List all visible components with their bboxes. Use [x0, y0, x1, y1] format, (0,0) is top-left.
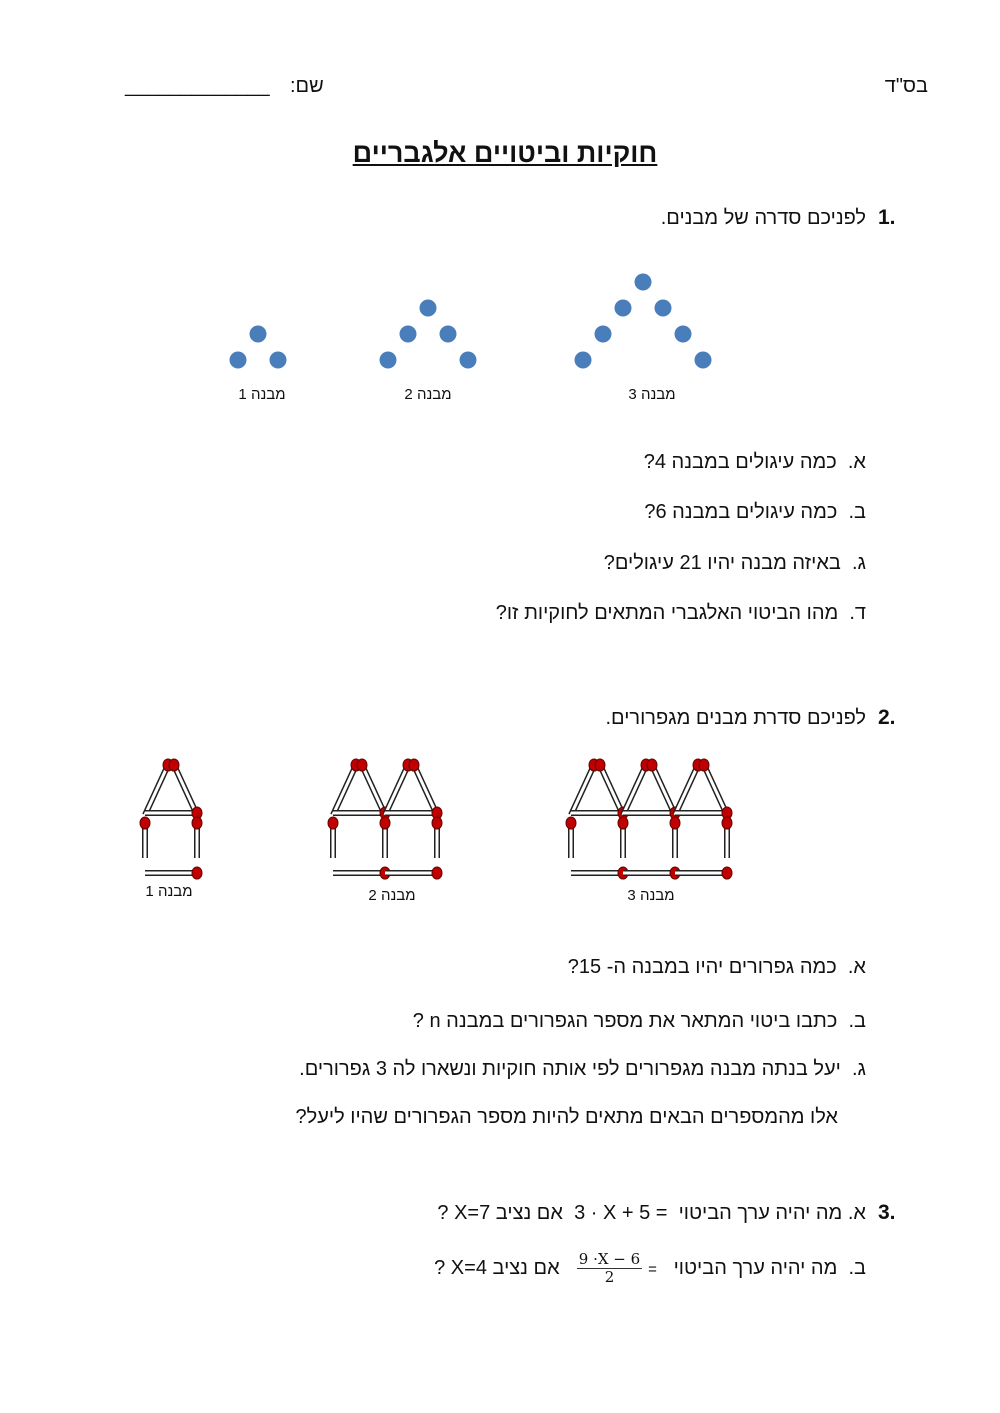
- dot: [440, 326, 457, 343]
- matchstick-body: [174, 765, 197, 815]
- match-head: [432, 817, 442, 829]
- bsd-mark: בס"ד: [884, 75, 928, 97]
- matchstick-body: [571, 765, 594, 815]
- item-label: א.: [847, 1202, 866, 1224]
- item-text: מה יהיה ערך הביטוי: [678, 1202, 843, 1224]
- matchstick-body: [145, 765, 168, 815]
- matchstick-body: [385, 765, 408, 815]
- match-head: [618, 817, 628, 829]
- q1-structure-label: מבנה 2: [404, 386, 452, 403]
- match-head: [328, 817, 338, 829]
- q3-item-b: [434, 1251, 866, 1286]
- item-label: ב.: [848, 501, 866, 523]
- numerator: 9 ·X − 6: [578, 1250, 641, 1268]
- match-head: [566, 817, 576, 829]
- q2-structure-label: מבנה 3: [627, 887, 675, 904]
- dot: [635, 274, 652, 291]
- match-head: [169, 759, 179, 771]
- equals-sign: =: [648, 1260, 657, 1278]
- q1-structure-label: מבנה 3: [628, 386, 676, 403]
- dot: [655, 300, 672, 317]
- match-head: [409, 759, 419, 771]
- q1-item-a: [644, 450, 866, 474]
- q2-intro: לפניכם סדרת מבנים מגפרורים.: [605, 707, 866, 729]
- q2-structure-label: מבנה 1: [145, 883, 193, 900]
- item-text: כמה עיגולים במבנה 6?: [644, 501, 838, 523]
- item-text: אם נציב X=4 ?: [434, 1256, 560, 1279]
- matchstick-body: [675, 765, 698, 815]
- q2-item-a: [568, 955, 866, 979]
- match-head: [722, 817, 732, 829]
- q2-structure-label: מבנה 2: [368, 887, 416, 904]
- item-text: מהו הביטוי האלגברי המתאים לחוקיות זו?: [495, 602, 839, 624]
- dot: [270, 352, 287, 369]
- name-label: שם:: [290, 75, 324, 97]
- match-head: [670, 817, 680, 829]
- q2-number: 2.: [878, 706, 896, 729]
- dot: [250, 326, 267, 343]
- match-head: [380, 817, 390, 829]
- match-head: [357, 759, 367, 771]
- matchstick-body: [600, 765, 623, 815]
- matchstick-body: [704, 765, 727, 815]
- item-text: כמה עיגולים במבנה 4?: [643, 451, 837, 473]
- match-head: [432, 867, 442, 879]
- match-head: [192, 817, 202, 829]
- fraction: [577, 1251, 642, 1286]
- matchstick-body: [652, 765, 675, 815]
- match-head: [699, 759, 709, 771]
- match-head: [647, 759, 657, 771]
- q2-item-c: [299, 1057, 866, 1081]
- matchstick-body: [333, 765, 356, 815]
- item-text: יעל בנתה מבנה מגפרורים לפי אותה חוקיות ונשארו לה 3 גפרורים.: [299, 1058, 841, 1080]
- dot: [230, 352, 247, 369]
- q1-item-c: [604, 551, 866, 575]
- item-text: אם נציב X=7 ?: [437, 1202, 563, 1224]
- item-text: כמה גפרורים יהיו במבנה ה- 15?: [567, 956, 837, 978]
- q1-item-d: [496, 601, 866, 625]
- q1-intro: לפניכם סדרה של מבנים.: [660, 207, 866, 229]
- q2-item-c-continued: אלו מהמספרים הבאים מתאים להיות מספר הגפרורים שהיו ליעל?: [295, 1106, 838, 1128]
- page-title: חוקיות וביטויים אלגבריים: [352, 138, 658, 168]
- dot: [675, 326, 692, 343]
- dot: [400, 326, 417, 343]
- match-head: [722, 867, 732, 879]
- matchstick-body: [362, 765, 385, 815]
- item-label: ד.: [849, 602, 866, 624]
- item-label: א.: [847, 956, 866, 978]
- match-head: [140, 817, 150, 829]
- item-text: כתבו ביטוי המתאר את מספר הגפרורים במבנה n ?: [412, 1010, 838, 1032]
- matchstick-body: [414, 765, 437, 815]
- matchstick-body: [623, 765, 646, 815]
- item-label: ג.: [851, 1058, 866, 1080]
- dot: [695, 352, 712, 369]
- dot: [460, 352, 477, 369]
- q3-item-a: [437, 1201, 866, 1225]
- dot: [420, 300, 437, 317]
- dot: [575, 352, 592, 369]
- match-head: [192, 867, 202, 879]
- q2-item-b: [413, 1009, 866, 1033]
- item-label: ב.: [848, 1010, 866, 1032]
- q1-item-b: [644, 500, 866, 524]
- q1-number: 1.: [878, 206, 896, 229]
- match-head: [595, 759, 605, 771]
- dot: [595, 326, 612, 343]
- dot: [380, 352, 397, 369]
- denominator: 2: [604, 1268, 615, 1286]
- item-label: ב.: [848, 1256, 866, 1279]
- expression: 3 · X + 5 =: [574, 1202, 668, 1224]
- item-label: ג.: [851, 552, 866, 574]
- item-label: א.: [847, 451, 866, 473]
- item-text: מה יהיה ערך הביטוי: [673, 1256, 838, 1279]
- item-text: באיזה מבנה יהיו 21 עיגולים?: [603, 552, 841, 574]
- q1-structure-label: מבנה 1: [238, 386, 286, 403]
- dot: [615, 300, 632, 317]
- q3-number: 3.: [878, 1201, 896, 1224]
- name-line[interactable]: _____________: [125, 75, 270, 97]
